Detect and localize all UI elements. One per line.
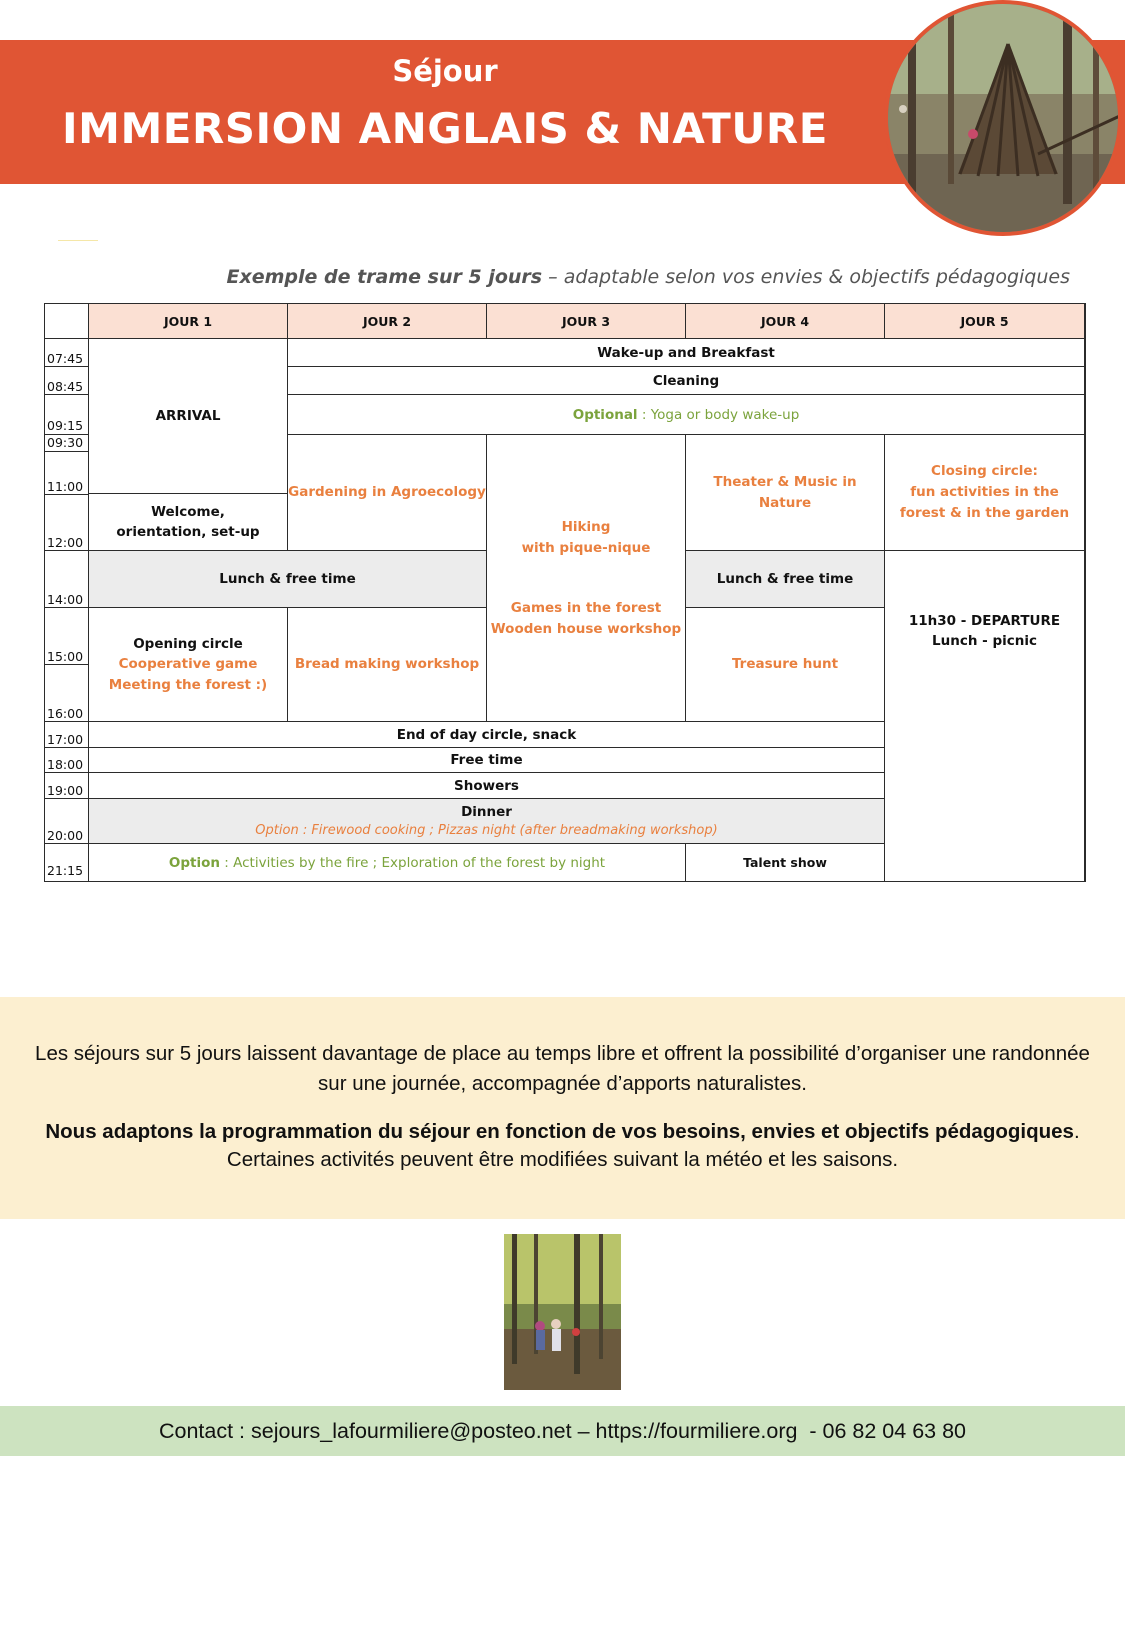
time-label: 08:45 xyxy=(47,379,84,394)
free-time-text: Free time xyxy=(450,752,523,768)
forest-hut-photo xyxy=(884,0,1122,236)
opening-cell xyxy=(88,607,288,722)
tick-line xyxy=(44,664,89,665)
time-label: 11:00 xyxy=(47,479,84,494)
info-note xyxy=(0,997,1125,1219)
time-label: 19:00 xyxy=(47,783,84,798)
hiking-text: Hiking xyxy=(561,518,611,535)
time-label: 12:00 xyxy=(47,535,84,550)
treasure-cell xyxy=(685,607,885,722)
departure-text: Lunch - picnic xyxy=(932,633,1037,649)
schedule-caption xyxy=(100,266,1070,288)
opening-text: Opening circle xyxy=(133,635,243,652)
caption-rest: – adaptable selon vos envies & objectifs pédagogiques xyxy=(542,266,1070,288)
banner-title: IMMERSION ANGLAIS & NATURE xyxy=(62,104,828,153)
tick-line xyxy=(44,747,89,748)
note-paragraph-2: Certaines activités peuvent être modifiées suivant la météo et les saisons. xyxy=(226,1148,899,1171)
showers-row xyxy=(88,772,885,799)
time-label: 17:00 xyxy=(47,732,84,747)
hiking-cell xyxy=(486,434,686,722)
wakeup-text: Wake-up and Breakfast xyxy=(597,344,775,361)
closing-text: Closing circle: xyxy=(931,463,1038,479)
tick-line xyxy=(44,607,89,608)
tick-line xyxy=(44,550,89,551)
day-header: JOUR 1 xyxy=(88,303,288,339)
cleaning-text: Cleaning xyxy=(652,372,720,389)
arrival-cell xyxy=(88,338,288,494)
tick-line xyxy=(44,721,89,722)
closing-text: fun activities in the forest & in the garden xyxy=(899,484,1070,521)
opening-text: Cooperative game xyxy=(118,655,258,672)
free-time-row xyxy=(88,747,885,773)
treasure-text: Treasure hunt xyxy=(731,656,839,672)
dinner-text: Dinner xyxy=(461,804,512,820)
talent-show-text: Talent show xyxy=(743,854,827,870)
day-header: JOUR 5 xyxy=(884,303,1086,339)
note-bold-end: . xyxy=(1073,1120,1080,1143)
wakeup-row xyxy=(287,338,1086,367)
dinner-row xyxy=(88,798,885,844)
schedule-table xyxy=(44,303,1087,881)
contact-bar: Contact : sejours_lafourmiliere@posteo.net – https://fourmiliere.org - 06 82 04 63 80 xyxy=(0,1406,1125,1456)
talent-show-cell xyxy=(685,843,885,882)
lunch-text: Lunch & free time xyxy=(219,571,356,587)
cleaning-row xyxy=(287,366,1086,395)
optional-row xyxy=(287,394,1086,435)
tick-line xyxy=(44,843,89,844)
note-paragraph-1: Les séjours sur 5 jours laissent davantage de place au temps libre et offrent la possibilité d’organiser une randonnée sur une journée, accompagnée d’apports naturalistes. xyxy=(35,1042,1090,1095)
tick-line xyxy=(44,434,89,435)
evening-option-text: : Activities by the fire ; Exploration of the forest by night xyxy=(220,854,606,871)
children-forest-photo xyxy=(504,1234,621,1390)
gardening-text: Gardening in Agroecology xyxy=(288,484,486,500)
time-label: 16:00 xyxy=(47,706,84,721)
corner-cell xyxy=(44,303,89,339)
games-text: Games in the forest xyxy=(510,599,662,616)
tick-line xyxy=(44,494,89,495)
time-label: 21:15 xyxy=(47,863,84,878)
time-label: 15:00 xyxy=(47,649,84,664)
end-of-day-text: End of day circle, snack xyxy=(396,726,577,743)
showers-text: Showers xyxy=(454,777,519,794)
evening-option-row xyxy=(88,843,686,882)
banner-subtitle: Séjour xyxy=(392,54,498,88)
theater-cell xyxy=(685,434,885,551)
hiking-text: with pique-nique xyxy=(521,539,651,556)
theater-text: Theater & Music in Nature xyxy=(713,473,857,511)
day-header: JOUR 4 xyxy=(685,303,885,339)
evening-option-label: Option xyxy=(168,854,220,871)
departure-text: 11h30 - DEPARTURE xyxy=(908,613,1061,629)
gardening-cell xyxy=(287,434,487,551)
departure-cell xyxy=(884,550,1086,882)
welcome-text: Welcome, orientation, set-up xyxy=(116,504,260,540)
arrival-text: ARRIVAL xyxy=(155,408,221,424)
bread-text: Bread making workshop xyxy=(294,656,480,672)
tick-line xyxy=(44,798,89,799)
time-label: 14:00 xyxy=(47,592,84,607)
end-of-day-row xyxy=(88,721,885,748)
time-label: 09:15 xyxy=(47,418,84,433)
bread-cell xyxy=(287,607,487,722)
lunch-cell xyxy=(685,550,885,608)
optional-text: : Yoga or body wake-up xyxy=(637,406,800,423)
games-text: Wooden house workshop xyxy=(490,620,682,637)
note-bold-text: Nous adaptons la programmation du séjour en fonction de vos besoins, envies et objectifs pédagogiques xyxy=(45,1120,1074,1143)
decorative-line xyxy=(58,240,98,241)
opening-text: Meeting the forest :) xyxy=(108,676,268,693)
time-label: 18:00 xyxy=(47,757,84,772)
note-paragraph-bold xyxy=(20,1117,1105,1147)
optional-label: Optional xyxy=(572,406,638,423)
time-label: 07:45 xyxy=(47,351,84,366)
time-label: 20:00 xyxy=(47,828,84,843)
tick-line xyxy=(44,772,89,773)
welcome-cell xyxy=(88,493,288,551)
day-header: JOUR 3 xyxy=(486,303,686,339)
time-label: 09:30 xyxy=(47,435,84,450)
closing-cell xyxy=(884,434,1086,551)
tick-line xyxy=(44,366,89,367)
tick-line xyxy=(44,394,89,395)
dinner-option-text: Option : Firewood cooking ; Pizzas night (after breadmaking workshop) xyxy=(255,823,718,838)
day-header: JOUR 2 xyxy=(287,303,487,339)
caption-bold: Exemple de trame sur 5 jours xyxy=(226,266,543,288)
tick-line xyxy=(44,451,89,452)
lunch-text: Lunch & free time xyxy=(716,571,854,587)
lunch-cell xyxy=(88,550,487,608)
